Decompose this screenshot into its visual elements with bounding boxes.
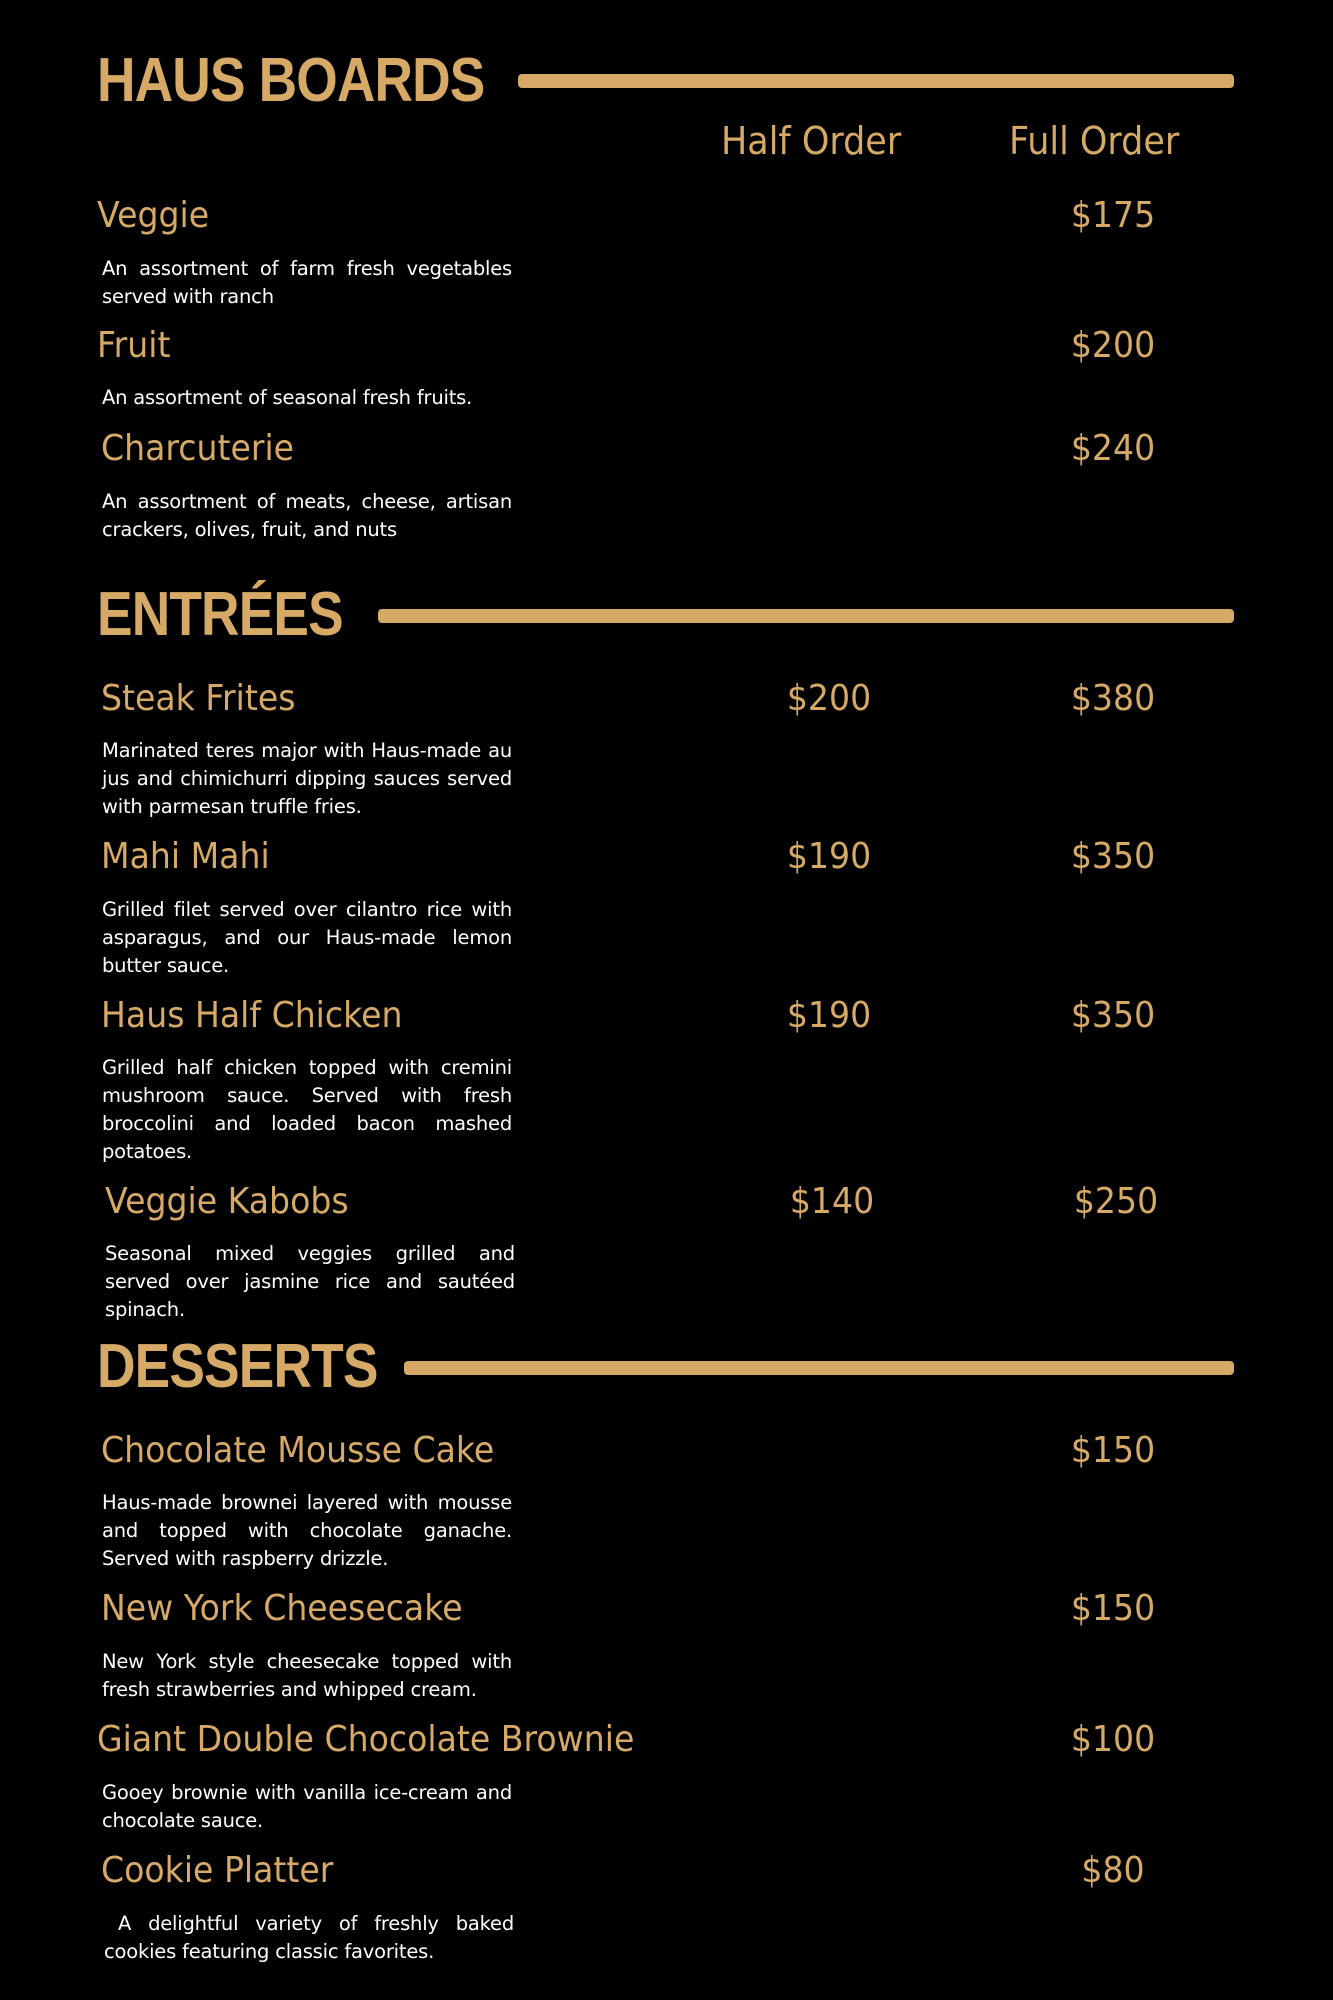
full-order-price: $380 [1070, 678, 1156, 719]
full-order-price: $100 [1070, 1719, 1156, 1760]
menu-item-description: Grilled half chicken topped with cremini mushroom sauce. Served with fresh broccolini and loaded bacon mashed potatoes. [102, 1056, 512, 1163]
menu-item-description: An assortment of meats, cheese, artisan crackers, olives, fruit, and nuts [102, 490, 512, 541]
menu-item-name: Charcuterie [101, 428, 295, 469]
half-order-price: $190 [786, 836, 872, 877]
full-order-price: $240 [1070, 428, 1156, 469]
full-order-price: $175 [1070, 195, 1156, 236]
half-order-price: $140 [789, 1181, 875, 1222]
menu-item-description: Seasonal mixed veggies grilled and served over jasmine rice and sautéed spinach. [105, 1242, 515, 1321]
full-order-price: $200 [1070, 325, 1156, 366]
section-title-haus-boards: HAUS BOARDS [97, 46, 485, 115]
menu-item-name: Veggie [97, 195, 210, 236]
section-title-entrees: ENTRÉES [97, 580, 343, 649]
section-divider [518, 74, 1234, 88]
menu-item-description: Grilled filet served over cilantro rice with asparagus, and our Haus-made lemon butter sauce. [102, 898, 512, 977]
menu-item-name: New York Cheesecake [101, 1588, 463, 1629]
menu-item-description: Haus-made brownei layered with mousse and topped with chocolate ganache. Served with raspberry drizzle. [102, 1491, 512, 1570]
half-order-header: Half Order [721, 119, 902, 163]
menu-item-description: An assortment of seasonal fresh fruits. [102, 386, 473, 409]
menu-item-description: Gooey brownie with vanilla ice-cream and chocolate sauce. [102, 1781, 512, 1832]
half-order-price: $190 [786, 995, 872, 1036]
menu-item-description: New York style cheesecake topped with fresh strawberries and whipped cream. [102, 1650, 512, 1701]
menu-item-name: Cookie Platter [101, 1850, 334, 1891]
half-order-price: $200 [786, 678, 872, 719]
full-order-price: $80 [1081, 1850, 1145, 1891]
section-divider [378, 609, 1234, 623]
section-divider [404, 1361, 1234, 1375]
menu-item-name: Mahi Mahi [101, 836, 270, 877]
section-title-desserts: DESSERTS [97, 1332, 378, 1401]
full-order-price: $150 [1070, 1430, 1156, 1471]
menu-item-name: Steak Frites [101, 678, 296, 719]
menu-item-description: A delightful variety of freshly baked cookies featuring classic favorites. [104, 1912, 514, 1963]
full-order-header: Full Order [1009, 119, 1180, 163]
menu-item-name: Chocolate Mousse Cake [101, 1430, 495, 1471]
menu-item-name: Fruit [97, 325, 171, 366]
menu-item-description: Marinated teres major with Haus-made au jus and chimichurri dipping sauces served with parmesan truffle fries. [102, 739, 512, 818]
full-order-price: $250 [1073, 1181, 1159, 1222]
full-order-price: $350 [1070, 995, 1156, 1036]
menu-item-name: Veggie Kabobs [105, 1181, 349, 1222]
full-order-price: $150 [1070, 1588, 1156, 1629]
menu-item-name: Haus Half Chicken [101, 995, 403, 1036]
menu-item-description: An assortment of farm fresh vegetables served with ranch [102, 257, 512, 308]
menu-item-name: Giant Double Chocolate Brownie [97, 1719, 635, 1760]
full-order-price: $350 [1070, 836, 1156, 877]
